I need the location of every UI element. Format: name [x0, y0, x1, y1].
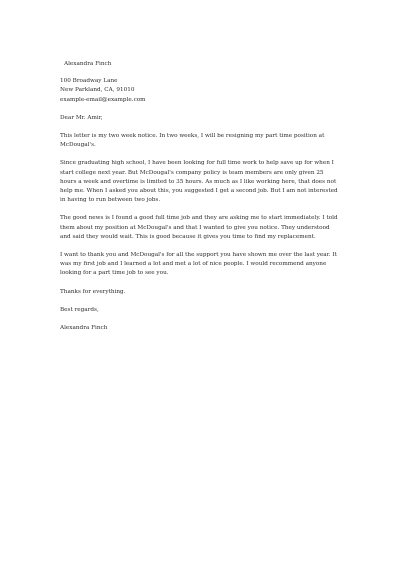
paragraph-notice: This letter is my two week notice. In two weeks, I will be resigning my part time position at McDougal's. [60, 133, 325, 149]
paragraph-closing-thanks: Thanks for everything. [60, 288, 126, 295]
address-city: New Parkland, CA, 91010 [60, 87, 135, 94]
spacer [60, 123, 360, 132]
paragraph-reason: Since graduating high school, I have been looking for full time work to help save up for when I start college next year. But McDougal's company policy is team members are only given 25 hours a week and overtime is limited to 35 hours. As much as I like working here, that does not help me. When I asked you about this, you suggested I get a second job. But I am not interested in having to run between two jobs. [60, 160, 338, 204]
closing: Best regards, [60, 306, 99, 313]
salutation: Dear Mr. Amir, [60, 114, 103, 121]
signature: Alexandra Finch [60, 325, 108, 332]
address-street: 100 Broadway Lane [60, 78, 118, 85]
address-email: example-email@example.com [60, 96, 146, 103]
paragraph-new-job: The good news is I found a good full time job and they are asking me to start immediately. I told them about my position at McDougal's and that I wanted to give you notice. They understood and said they would wait. This is good because it gives you time to find my replacement. [60, 215, 338, 240]
spacer [60, 315, 360, 324]
spacer [60, 242, 360, 251]
spacer [60, 279, 360, 288]
spacer [60, 150, 360, 159]
paragraph-thanks: I want to thank you and McDougal's for all the support you have shown me over the last year. It was my first job and I learned a lot and met a lot of nice people. I would recommend anyone looking for a part time job to see you. [60, 252, 337, 277]
spacer [60, 105, 360, 114]
spacer [60, 69, 360, 77]
sender-name: Alexandra Finch [64, 61, 112, 67]
resignation-letter [60, 60, 360, 333]
spacer [60, 297, 360, 306]
spacer [60, 205, 360, 214]
